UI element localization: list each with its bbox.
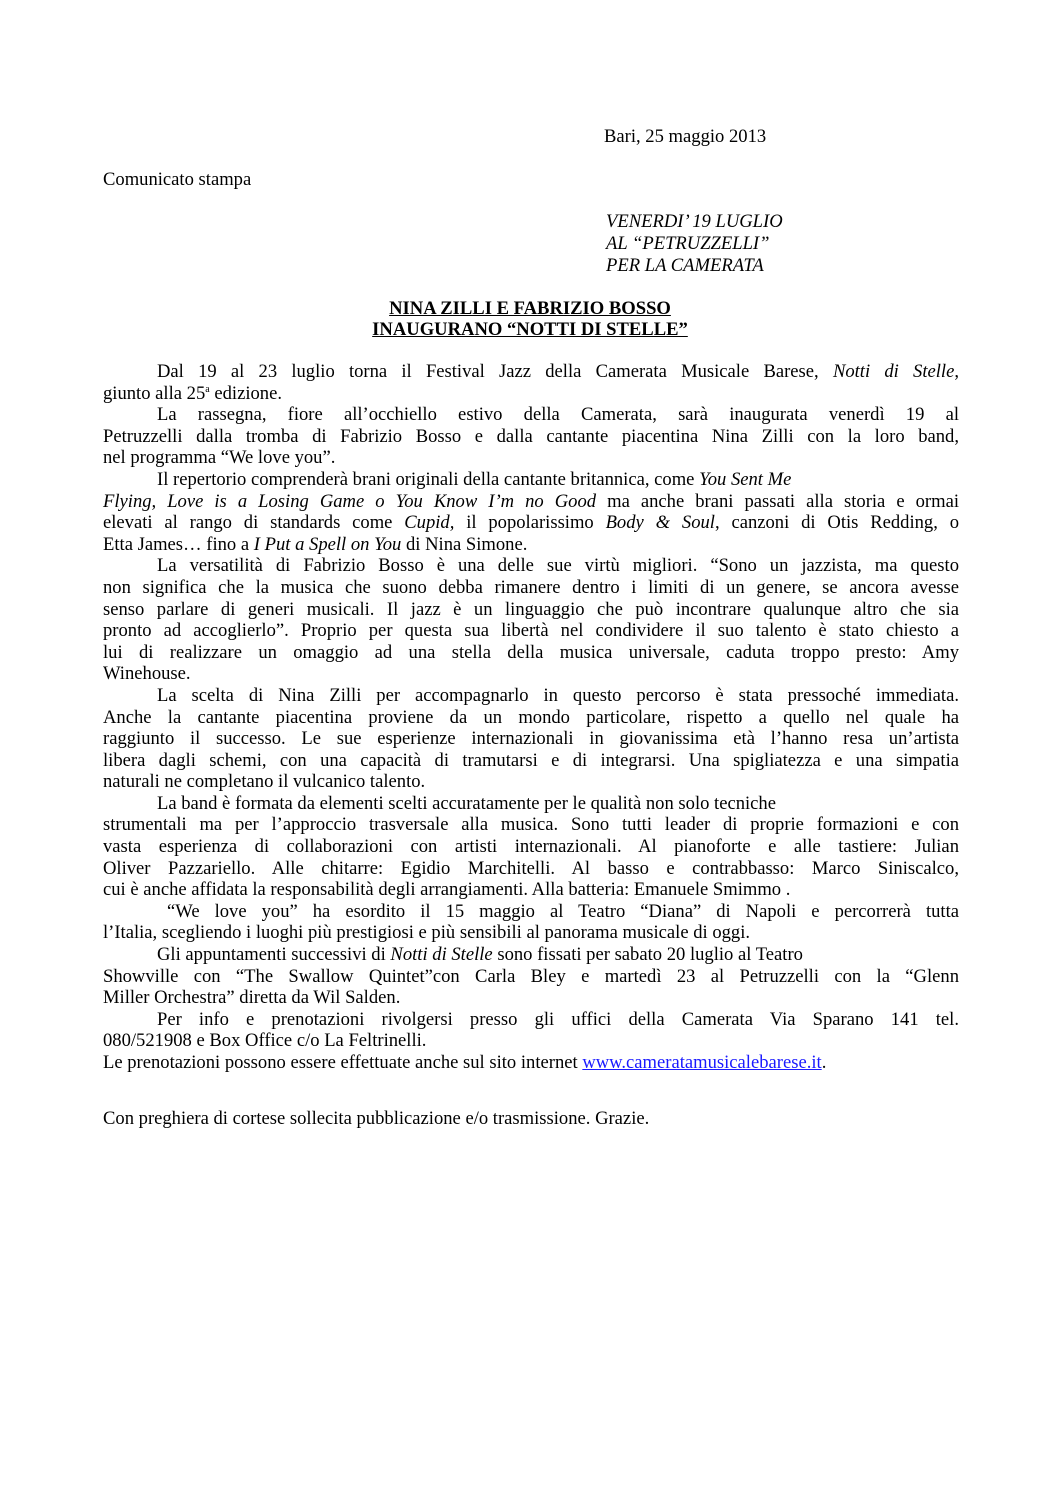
paragraph-line: Showville con “The Swallow Quintet”con Carla Bley e martedì 23 al Petruzzelli con la “Glenn [103,965,959,987]
text-run: Le prenotazioni possono essere effettuate anche sul sito internet [103,1052,583,1073]
paragraph-line: pronto ad accoglierlo”. Proprio per questa sua libertà nel condividere il suo talento è stato chiesto a [103,620,959,642]
text-run: Gli appuntamenti successivi di [157,944,391,966]
superscript: a [205,383,210,395]
paragraph-line: La scelta di Nina Zilli per accompagnarlo in questo percorso è stata pressoché immediata. [157,684,959,706]
italic-run: Notti di Stelle [390,944,493,966]
closing-line: Con preghiera di cortese sollecita pubblicazione e/o trasmissione. Grazie. [103,1108,650,1129]
subheading-line: VENERDI’ 19 LUGLIO [606,211,783,232]
italic-run: You Sent Me [699,468,792,490]
italic-run: Cupid, [404,512,455,534]
paragraph-line [103,491,959,513]
paragraph-line: “We love you” ha esordito il 15 maggio al Teatro “Diana” di Napoli e percorrerà tutta [167,900,959,922]
text-run: , [954,361,960,382]
paragraph-line: strumentali ma per l’approccio trasversale alla musica. Sono tutti leader di proprie formazioni e con [103,814,959,836]
text-run: di Nina Simone. [401,533,528,555]
text-run: elevati al rango di standards come [103,512,405,534]
paragraph-line: lui di realizzare un omaggio ad una stella della musica universale, caduta troppo presto: Amy [103,641,959,663]
paragraph-line: La rassegna, fiore all’occhiello estivo della Camerata, sarà inaugurata venerdì 19 al [157,404,959,426]
paragraph-line: Miller Orchestra” diretta da Wil Salden. [103,987,401,1009]
text-run: Etta James… fino a [103,533,254,555]
text-run: il popolarissimo [454,512,606,534]
event-subheading [606,211,783,277]
website-link[interactable]: www.cameratamusicalebarese.it [582,1052,822,1073]
paragraph-line [103,1052,959,1074]
paragraph-line: nel programma “We love you”. [103,447,336,469]
paragraph-line: La versatilità di Fabrizio Bosso è una delle sue virtù migliori. “Sono un jazzista, ma questo [157,555,959,577]
article-body [103,361,959,1074]
paragraph-line: libera dagli schemi, con una capacità di tramutarsi e di integrarsi. Una spigliatezza e una simpatia [103,749,959,771]
text-run: giunto alla 25 [103,382,206,404]
italic-run: I Put a Spell on You [253,533,402,555]
headline-line-1: NINA ZILLI E FABRIZIO BOSSO [389,298,671,319]
paragraph-line [103,361,959,383]
headline-line-2: INAUGURANO “NOTTI DI STELLE” [372,319,688,340]
paragraph-line: Petruzzelli dalla tromba di Fabrizio Bosso e dalla cantante piacentina Nina Zilli con la loro band, [103,425,959,447]
text-run: . [821,1052,827,1073]
italic-run: Body & Soul [605,512,715,534]
text-run: edizione. [209,382,282,404]
text-run: , canzoni di Otis Redding, o [714,512,960,534]
paragraph-line: cui è anche affidata la responsabilità degli arrangiamenti. Alla batteria: Emanuele Smimmo . [103,879,791,901]
paragraph-line [103,469,959,491]
paragraph-line: Oliver Pazzariello. Alle chitarre: Egidio Marchitelli. Al basso e contrabbasso: Marco Siniscalco, [103,857,959,879]
subheading-line: PER LA CAMERATA [606,255,764,276]
subheading-line: AL “PETRUZZELLI” [606,233,770,254]
paragraph-line: La band è formata da elementi scelti accuratamente per le qualità non solo tecniche [157,792,776,814]
document-type-label: Comunicato stampa [103,169,252,190]
paragraph-line: Anche la cantante piacentina proviene da un mondo particolare, rispetto a quello nel quale ha [103,706,959,728]
paragraph-line: raggiunto il successo. Le sue esperienze internazionali in giovanissima età l’hanno resa un’artista [103,728,959,750]
paragraph-line: Winehouse. [103,663,191,685]
paragraph-line: naturali ne completano il vulcanico talento. [103,771,426,793]
paragraph-line: senso parlare di generi musicali. Il jazz è un linguaggio che può incontrare qualunque altro che sia [103,598,959,620]
text-run: Dal 19 al 23 luglio torna il Festival Jazz della Camerata Musicale Barese, [157,361,819,382]
italic-run: Notti di Stelle [832,361,955,382]
paragraph-line [103,512,959,534]
paragraph-line [103,383,959,405]
paragraph-line: non significa che la musica che suono debba rimanere dentro i limiti di un genere, se ancora avesse [103,576,959,598]
paragraph-line: 080/521908 e Box Office c/o La Feltrinelli. [103,1030,427,1052]
text-run: ma anche brani passati alla storia e ormai [596,490,959,512]
paragraph-line: vasta esperienza di collaborazioni con artisti internazionali. Al pianoforte e alle tastiere: Julian [103,836,959,858]
paragraph-line: l’Italia, scegliendo i luoghi più prestigiosi e più sensibili al panorama musicale di oggi. [103,922,751,944]
paragraph-line [103,944,959,966]
text-run: sono fissati per sabato 20 luglio al Teatro [492,944,803,966]
paragraph-line [103,534,959,556]
italic-run: Flying, Love is a Losing Game o You Know I’m no Good [103,490,597,512]
paragraph-line: Per info e prenotazioni rivolgersi presso gli uffici della Camerata Via Sparano 141 tel. [157,1008,959,1030]
document-date: Bari, 25 maggio 2013 [604,126,767,147]
text-run: Il repertorio comprenderà brani originali della cantante britannica, come [157,468,695,490]
headline [103,298,957,340]
